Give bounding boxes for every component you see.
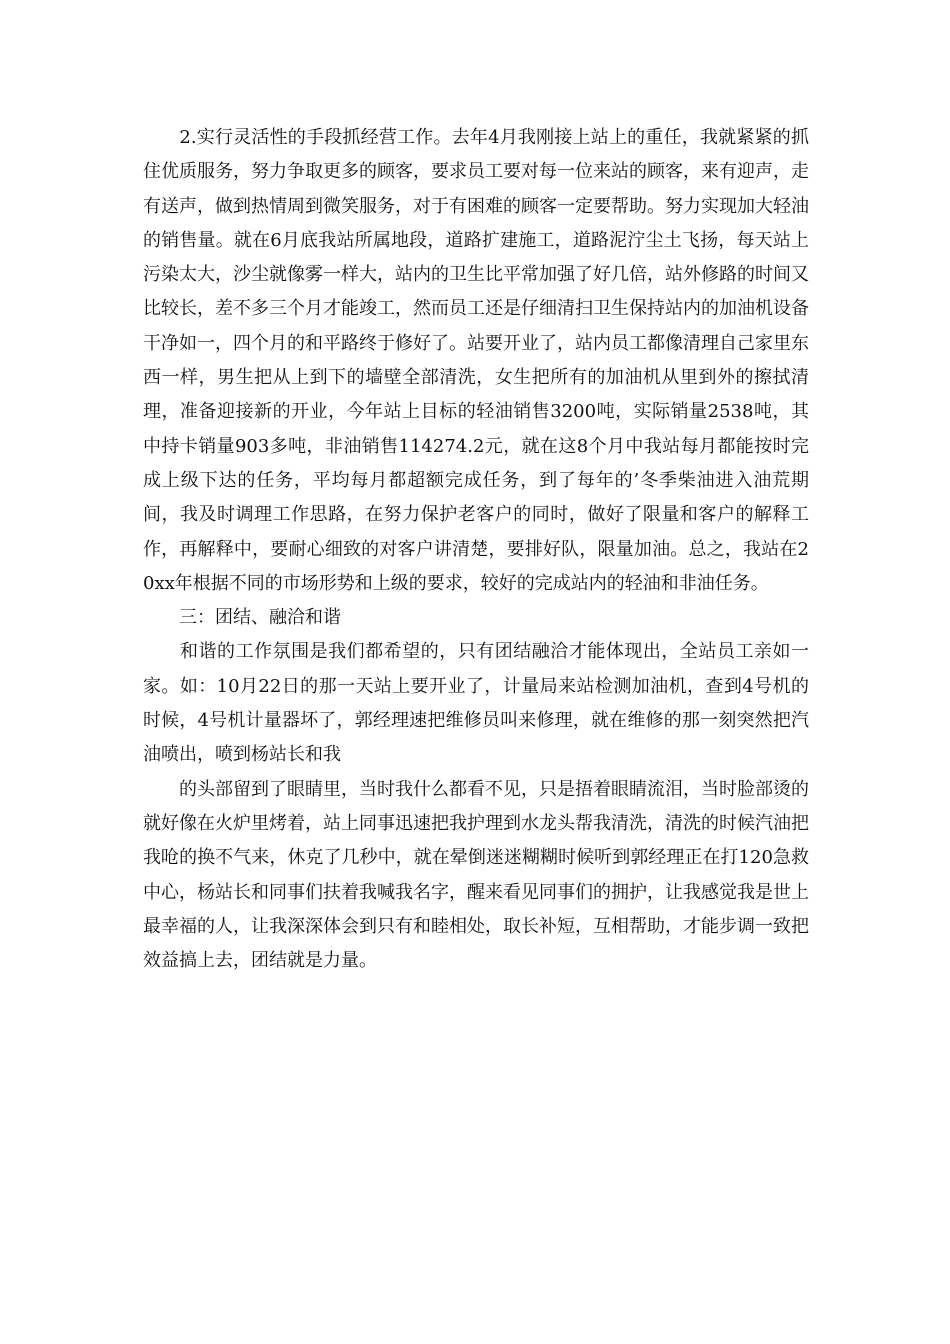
document-body [143,121,809,978]
paragraph-incident: 的头部留到了眼睛里，当时我什么都看不见，只是捂着眼睛流泪，当时脸部烫的就好像在火炉里烤着，站上同事迅速把我护理到水龙头帮我清洗，清洗的时候汽油把我呛的换不气来，休克了几秒中，就在晕倒迷迷糊糊时候听到郭经理正在打120急救中心，杨站长和同事们扶着我喊我名字，醒来看见同事们的拥护，让我感觉我是世上最幸福的人，让我深深体会到只有和睦相处，取长补短，互相帮助，才能步调一致把效益搞上去，团结就是力量。 [143,778,809,972]
paragraph-business-work: 2.实行灵活性的手段抓经营工作。去年4月我刚接上站上的重任，我就紧紧的抓住优质服务，努力争取更多的顾客，要求员工要对每一位来站的顾客，来有迎声，走有送声，做到热情周到微笑服务，对于有困难的顾客一定要帮助。努力实现加大轻油的销售量。就在6月底我站所属地段，道路扩建施工，道路泥泞尘土飞扬，每天站上污染太大，沙尘就像雾一样大，站内的卫生比平常加强了好几倍，站外修路的时间又比较长，差不多三个月才能竣工，然而员工还是仔细清扫卫生保持站内的加油机设备干净如一，四个月的和平路终于修好了。站要开业了，站内员工都像清理自己家里东西一样，男生把从上到下的墙壁全部清洗，女生把所有的加油机从里到外的擦拭清理，准备迎接新的开业，今年站上目标的轻油销售3200吨，实际销量2538吨，其中持卡销量903多吨，非油销售114274.2元，就在这8个月中我站每月都能按时完成上级下达的任务，平均每月都超额完成任务，到了每年的’冬季柴油进入油荒期间，我及时调理工作思路，在努力保护老客户的同时，做好了限量和客户的解释工作，再解释中，要耐心细致的对客户讲清楚，要排好队，限量加油。总之，我站在20xx年根据不同的市场形势和上级的要求，较好的完成站内的轻油和非油任务。 [143,127,809,594]
section-heading-unity: 三：团结、融洽和谐 [143,607,341,629]
paragraph-harmony: 和谐的工作氛围是我们都希望的，只有团结融洽才能体现出，全站员工亲如一家。如：10月22日的那一天站上要开业了，计量局来站检测加油机，查到4号机的时候，4号机计量器坏了，郭经理速把维修员叫来修理，就在维修的那一刻突然把汽油喷出，喷到杨站长和我 [143,641,809,766]
